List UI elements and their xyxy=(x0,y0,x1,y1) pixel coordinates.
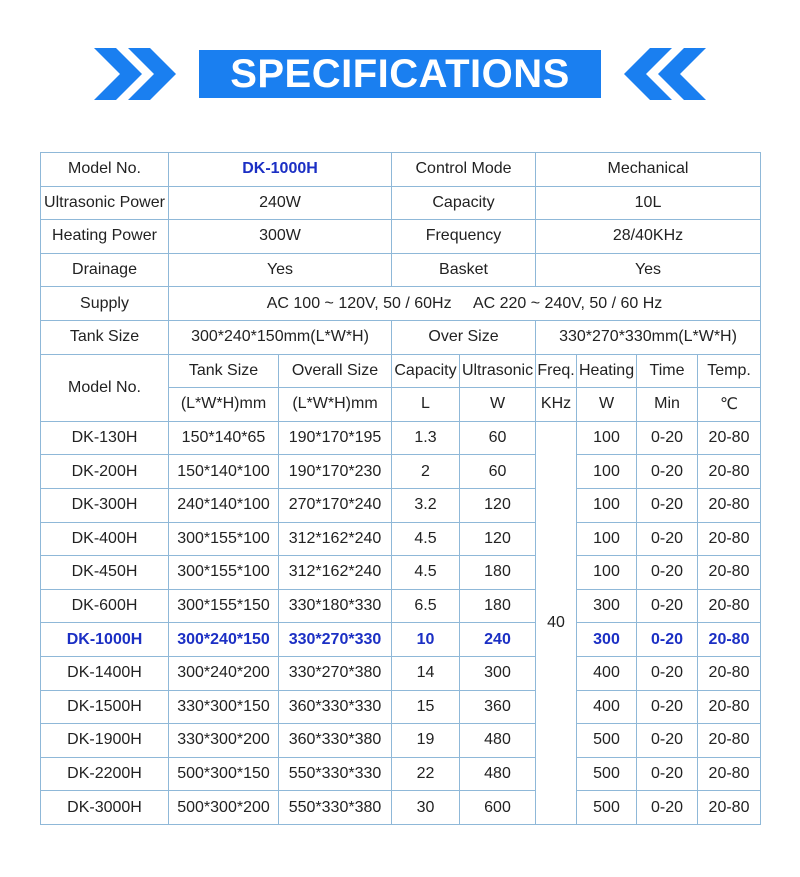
summary-label: Control Mode xyxy=(392,153,536,187)
cell-overall: 360*330*330 xyxy=(279,690,392,724)
model-table-header xyxy=(41,354,761,388)
summary-value: 240W xyxy=(169,186,392,220)
cell-tank: 150*140*65 xyxy=(169,421,279,455)
table-row xyxy=(41,724,761,758)
summary-value: 330*270*330mm(L*W*H) xyxy=(536,320,761,354)
cell-ultrasonic: 300 xyxy=(460,656,536,690)
summary-row-tank-size xyxy=(41,320,761,354)
cell-heating: 500 xyxy=(577,724,637,758)
cell-overall: 270*170*240 xyxy=(279,488,392,522)
column-header-heating: Heating xyxy=(577,354,637,388)
cell-model: DK-1000H xyxy=(41,623,169,657)
specifications-banner xyxy=(0,48,800,100)
column-header-freq: Freq. xyxy=(536,354,577,388)
cell-capacity: 14 xyxy=(392,656,460,690)
column-header-time: Time xyxy=(637,354,698,388)
cell-model: DK-400H xyxy=(41,522,169,556)
table-row xyxy=(41,522,761,556)
cell-time: 0-20 xyxy=(637,757,698,791)
cell-ultrasonic: 180 xyxy=(460,589,536,623)
cell-temp: 20-80 xyxy=(698,556,761,590)
cell-capacity: 1.3 xyxy=(392,421,460,455)
column-header-temp: Temp. xyxy=(698,354,761,388)
cell-overall: 550*330*330 xyxy=(279,757,392,791)
cell-model: DK-3000H xyxy=(41,791,169,825)
cell-model: DK-2200H xyxy=(41,757,169,791)
unit-tank-size: (L*W*H)mm xyxy=(169,388,279,422)
table-row xyxy=(41,690,761,724)
table-row xyxy=(41,455,761,489)
summary-value: AC 100 ~ 120V, 50 / 60Hz AC 220 ~ 240V, 50 / 60 Hz xyxy=(169,287,761,321)
column-header-model: Model No. xyxy=(41,354,169,421)
summary-row-heating xyxy=(41,220,761,254)
summary-value: Mechanical xyxy=(536,153,761,187)
unit-capacity: L xyxy=(392,388,460,422)
cell-ultrasonic: 120 xyxy=(460,522,536,556)
cell-model: DK-1400H xyxy=(41,656,169,690)
cell-capacity: 4.5 xyxy=(392,522,460,556)
cell-temp: 20-80 xyxy=(698,455,761,489)
column-header-tank-size: Tank Size xyxy=(169,354,279,388)
cell-time: 0-20 xyxy=(637,556,698,590)
summary-row-power xyxy=(41,186,761,220)
cell-ultrasonic: 360 xyxy=(460,690,536,724)
page-title: SPECIFICATIONS xyxy=(199,50,601,98)
table-row xyxy=(41,556,761,590)
unit-temp: ℃ xyxy=(698,388,761,422)
cell-model: DK-1500H xyxy=(41,690,169,724)
cell-heating: 100 xyxy=(577,556,637,590)
summary-value: Yes xyxy=(536,253,761,287)
cell-heating: 500 xyxy=(577,791,637,825)
cell-time: 0-20 xyxy=(637,488,698,522)
cell-time: 0-20 xyxy=(637,791,698,825)
unit-heating: W xyxy=(577,388,637,422)
cell-tank: 500*300*200 xyxy=(169,791,279,825)
double-chevron-left-icon xyxy=(610,48,706,100)
summary-row-drainage xyxy=(41,253,761,287)
cell-heating: 100 xyxy=(577,421,637,455)
summary-value: 300W xyxy=(169,220,392,254)
summary-value: 10L xyxy=(536,186,761,220)
cell-ultrasonic: 180 xyxy=(460,556,536,590)
unit-time: Min xyxy=(637,388,698,422)
cell-model: DK-300H xyxy=(41,488,169,522)
cell-tank: 300*240*200 xyxy=(169,656,279,690)
summary-label: Heating Power xyxy=(41,220,169,254)
summary-row-supply xyxy=(41,287,761,321)
cell-overall: 190*170*230 xyxy=(279,455,392,489)
cell-heating: 300 xyxy=(577,589,637,623)
cell-heating: 400 xyxy=(577,690,637,724)
summary-label: Model No. xyxy=(41,153,169,187)
cell-heating: 100 xyxy=(577,488,637,522)
cell-capacity: 4.5 xyxy=(392,556,460,590)
cell-capacity: 3.2 xyxy=(392,488,460,522)
summary-value: 28/40KHz xyxy=(536,220,761,254)
table-row xyxy=(41,589,761,623)
cell-overall: 330*270*380 xyxy=(279,656,392,690)
summary-label: Frequency xyxy=(392,220,536,254)
cell-capacity: 19 xyxy=(392,724,460,758)
cell-temp: 20-80 xyxy=(698,623,761,657)
summary-value: Yes xyxy=(169,253,392,287)
column-header-ultrasonic: Ultrasonic xyxy=(460,354,536,388)
cell-model: DK-450H xyxy=(41,556,169,590)
table-row xyxy=(41,757,761,791)
cell-overall: 190*170*195 xyxy=(279,421,392,455)
cell-heating: 400 xyxy=(577,656,637,690)
table-row xyxy=(41,488,761,522)
cell-overall: 312*162*240 xyxy=(279,522,392,556)
cell-time: 0-20 xyxy=(637,589,698,623)
cell-overall: 550*330*380 xyxy=(279,791,392,825)
cell-temp: 20-80 xyxy=(698,589,761,623)
cell-time: 0-20 xyxy=(637,455,698,489)
cell-temp: 20-80 xyxy=(698,724,761,758)
cell-model: DK-1900H xyxy=(41,724,169,758)
cell-tank: 500*300*150 xyxy=(169,757,279,791)
table-row xyxy=(41,791,761,825)
cell-temp: 20-80 xyxy=(698,757,761,791)
cell-tank: 240*140*100 xyxy=(169,488,279,522)
unit-overall-size: (L*W*H)mm xyxy=(279,388,392,422)
summary-value: 300*240*150mm(L*W*H) xyxy=(169,320,392,354)
table-row xyxy=(41,421,761,455)
summary-value: DK-1000H xyxy=(169,153,392,187)
cell-overall: 330*270*330 xyxy=(279,623,392,657)
table-row xyxy=(41,623,761,657)
unit-ultrasonic: W xyxy=(460,388,536,422)
summary-label: Ultrasonic Power xyxy=(41,186,169,220)
cell-heating: 300 xyxy=(577,623,637,657)
cell-overall: 330*180*330 xyxy=(279,589,392,623)
cell-overall: 312*162*240 xyxy=(279,556,392,590)
summary-label: Drainage xyxy=(41,253,169,287)
cell-time: 0-20 xyxy=(637,724,698,758)
cell-time: 0-20 xyxy=(637,656,698,690)
summary-row-model xyxy=(41,153,761,187)
cell-heating: 100 xyxy=(577,455,637,489)
cell-temp: 20-80 xyxy=(698,791,761,825)
cell-tank: 330*300*150 xyxy=(169,690,279,724)
cell-time: 0-20 xyxy=(637,623,698,657)
cell-capacity: 30 xyxy=(392,791,460,825)
cell-temp: 20-80 xyxy=(698,690,761,724)
cell-time: 0-20 xyxy=(637,421,698,455)
cell-time: 0-20 xyxy=(637,690,698,724)
cell-time: 0-20 xyxy=(637,522,698,556)
cell-overall: 360*330*380 xyxy=(279,724,392,758)
cell-capacity: 22 xyxy=(392,757,460,791)
cell-tank: 300*155*150 xyxy=(169,589,279,623)
column-header-capacity: Capacity xyxy=(392,354,460,388)
cell-tank: 300*240*150 xyxy=(169,623,279,657)
specifications-table xyxy=(40,152,761,825)
cell-ultrasonic: 60 xyxy=(460,455,536,489)
cell-capacity: 15 xyxy=(392,690,460,724)
summary-label: Over Size xyxy=(392,320,536,354)
cell-ultrasonic: 480 xyxy=(460,724,536,758)
unit-freq: KHz xyxy=(536,388,577,422)
cell-model: DK-130H xyxy=(41,421,169,455)
cell-tank: 150*140*100 xyxy=(169,455,279,489)
cell-capacity: 2 xyxy=(392,455,460,489)
cell-ultrasonic: 480 xyxy=(460,757,536,791)
double-chevron-right-icon xyxy=(94,48,190,100)
cell-ultrasonic: 60 xyxy=(460,421,536,455)
cell-ultrasonic: 240 xyxy=(460,623,536,657)
column-header-overall-size: Overall Size xyxy=(279,354,392,388)
summary-label: Capacity xyxy=(392,186,536,220)
summary-label: Tank Size xyxy=(41,320,169,354)
summary-label: Basket xyxy=(392,253,536,287)
cell-capacity: 6.5 xyxy=(392,589,460,623)
cell-model: DK-600H xyxy=(41,589,169,623)
cell-heating: 500 xyxy=(577,757,637,791)
cell-tank: 300*155*100 xyxy=(169,556,279,590)
cell-ultrasonic: 120 xyxy=(460,488,536,522)
table-row xyxy=(41,656,761,690)
cell-temp: 20-80 xyxy=(698,421,761,455)
cell-tank: 330*300*200 xyxy=(169,724,279,758)
cell-temp: 20-80 xyxy=(698,488,761,522)
cell-temp: 20-80 xyxy=(698,522,761,556)
cell-temp: 20-80 xyxy=(698,656,761,690)
cell-model: DK-200H xyxy=(41,455,169,489)
summary-label: Supply xyxy=(41,287,169,321)
cell-tank: 300*155*100 xyxy=(169,522,279,556)
cell-heating: 100 xyxy=(577,522,637,556)
cell-freq: 40 xyxy=(536,421,577,824)
cell-ultrasonic: 600 xyxy=(460,791,536,825)
cell-capacity: 10 xyxy=(392,623,460,657)
